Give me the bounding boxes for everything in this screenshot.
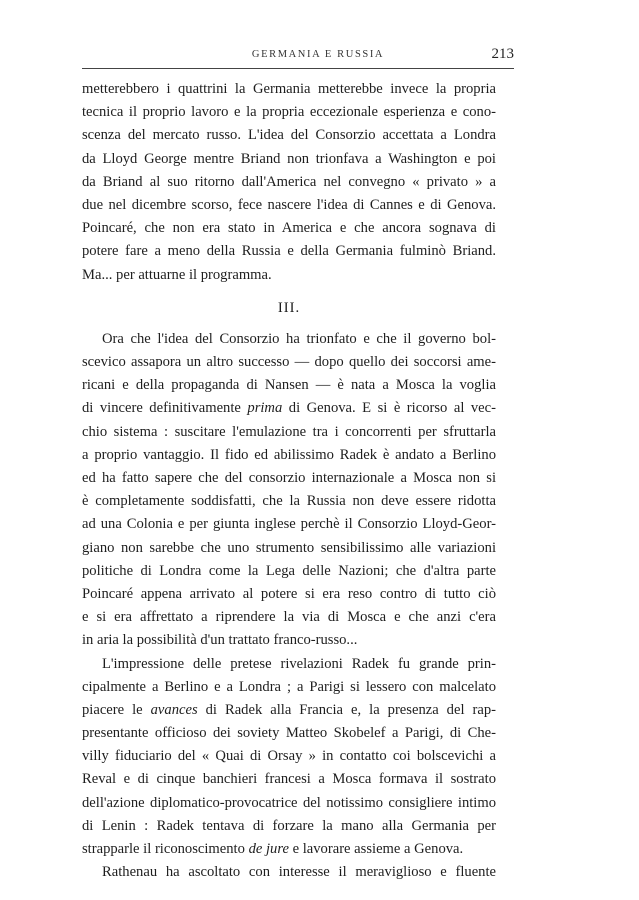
text-line: Rathenau ha ascoltato con interesse il meraviglioso e fluente	[102, 864, 496, 881]
paragraph-1	[82, 78, 496, 287]
text-line: Reval e di cinque banchieri francesi a Mosca formava il sostrato	[82, 771, 496, 788]
text-line: Poincaré appena arrivato al potere si era reso contro di tutto ciò	[82, 585, 496, 602]
text-line: giano non sarebbe che uno strumento sensibilissimo alle variazioni	[82, 539, 496, 556]
text-run: di Radek alla Francia e, la presenza del rap-	[197, 701, 496, 718]
text-line: è completamente soddisfatti, che la Russia non deve essere ridotta	[82, 493, 496, 510]
text-line: a proprio vantaggio. Il fido ed abilissimo Radek è andato a Berlino	[82, 446, 496, 463]
text-line	[82, 397, 496, 420]
text-run: e lavorare assieme a Genova.	[288, 841, 464, 857]
text-line: politiche di Londra come la Lega delle Nazioni; che d'altra parte	[82, 562, 496, 579]
text-run: di Genova. E si è ricorso al vec-	[282, 400, 496, 417]
text-line: tecnica il proprio lavoro e la propria eccezionale esperienza e cono-	[82, 104, 496, 121]
text-line: da Lloyd George mentre Briand non trionfava a Washington e poi	[82, 150, 496, 167]
page-header	[82, 46, 514, 68]
running-title: GERMANIA E RUSSIA	[251, 49, 385, 60]
section-heading: III.	[277, 299, 301, 316]
italic-term: prima	[247, 400, 283, 417]
text-line: ed ha fatto sapere che del consorzio internazionale a Mosca non si	[82, 470, 496, 486]
text-line: cipalmente a Berlino e a Londra ; a Parigi si lessero con malcelato	[82, 678, 496, 695]
text-line: potere fare a meno della Russia e della Germania fulminò Briand.	[82, 243, 496, 260]
text-line: di Lenin : Radek tentava di forzare la mano alla Germania per	[82, 817, 496, 834]
text-line: scevico assapora un altro successo — dopo quello dei soccorsi ame-	[82, 354, 496, 371]
text-line: chio sistema : suscitare l'emulazione tra i concorrenti per sfruttarla	[82, 423, 496, 440]
text-line: ricani e della propaganda di Nansen — è nata a Mosca la voglia	[82, 377, 496, 394]
text-line: scenza del mercato russo. L'idea del Consorzio accettata a Londra	[82, 127, 496, 144]
text-line: villy fiduciario del « Quai di Orsay » in contatto coi bolscevichi a	[82, 748, 496, 765]
header-rule	[82, 68, 514, 69]
text-line	[82, 699, 496, 722]
page-number: 213	[491, 46, 514, 62]
text-line: L'impressione delle pretese rivelazioni Radek fu grande prin-	[102, 655, 496, 672]
text-run: di vincere definitivamente	[82, 400, 248, 417]
italic-term: de jure	[248, 841, 289, 857]
page-bottom-margin	[0, 780, 639, 900]
text-line: Ora che l'idea del Consorzio ha trionfato e che il governo bol-	[102, 330, 496, 347]
text-line: da Briand al suo ritorno dall'America nel convegno « privato » a	[82, 173, 496, 190]
text-line: presentante officioso dei soviety Matteo Skobelef a Parigi, di Che-	[82, 725, 496, 742]
text-line: ad una Colonia e per giunta inglese perchè il Consorzio Lloyd-Geor-	[82, 516, 496, 533]
body-text	[82, 78, 496, 884]
text-line: dell'azione diplomatico-provocatrice del notissimo consigliere intimo	[82, 794, 496, 811]
italic-term: avances	[150, 701, 198, 718]
text-line: due nel dicembre scorso, fece nascere l'idea di Cannes e di Genova.	[82, 196, 496, 213]
text-run: strapparle il riconoscimento	[82, 841, 249, 857]
text-line: e si era affrettato a riprendere la via di Mosca e che anzi c'era	[82, 609, 496, 626]
text-line: in aria la possibilità d'un trattato franco-russo...	[82, 632, 358, 649]
text-line: Poincaré, che non era stato in America e che ancora sognava di	[82, 220, 496, 237]
text-line: metterebbero i quattrini la Germania metterebbe invece la propria	[82, 81, 496, 97]
paragraph-2	[82, 328, 496, 653]
text-line: Ma... per attuarne il programma.	[82, 266, 272, 283]
text-run: piacere le	[82, 701, 151, 718]
